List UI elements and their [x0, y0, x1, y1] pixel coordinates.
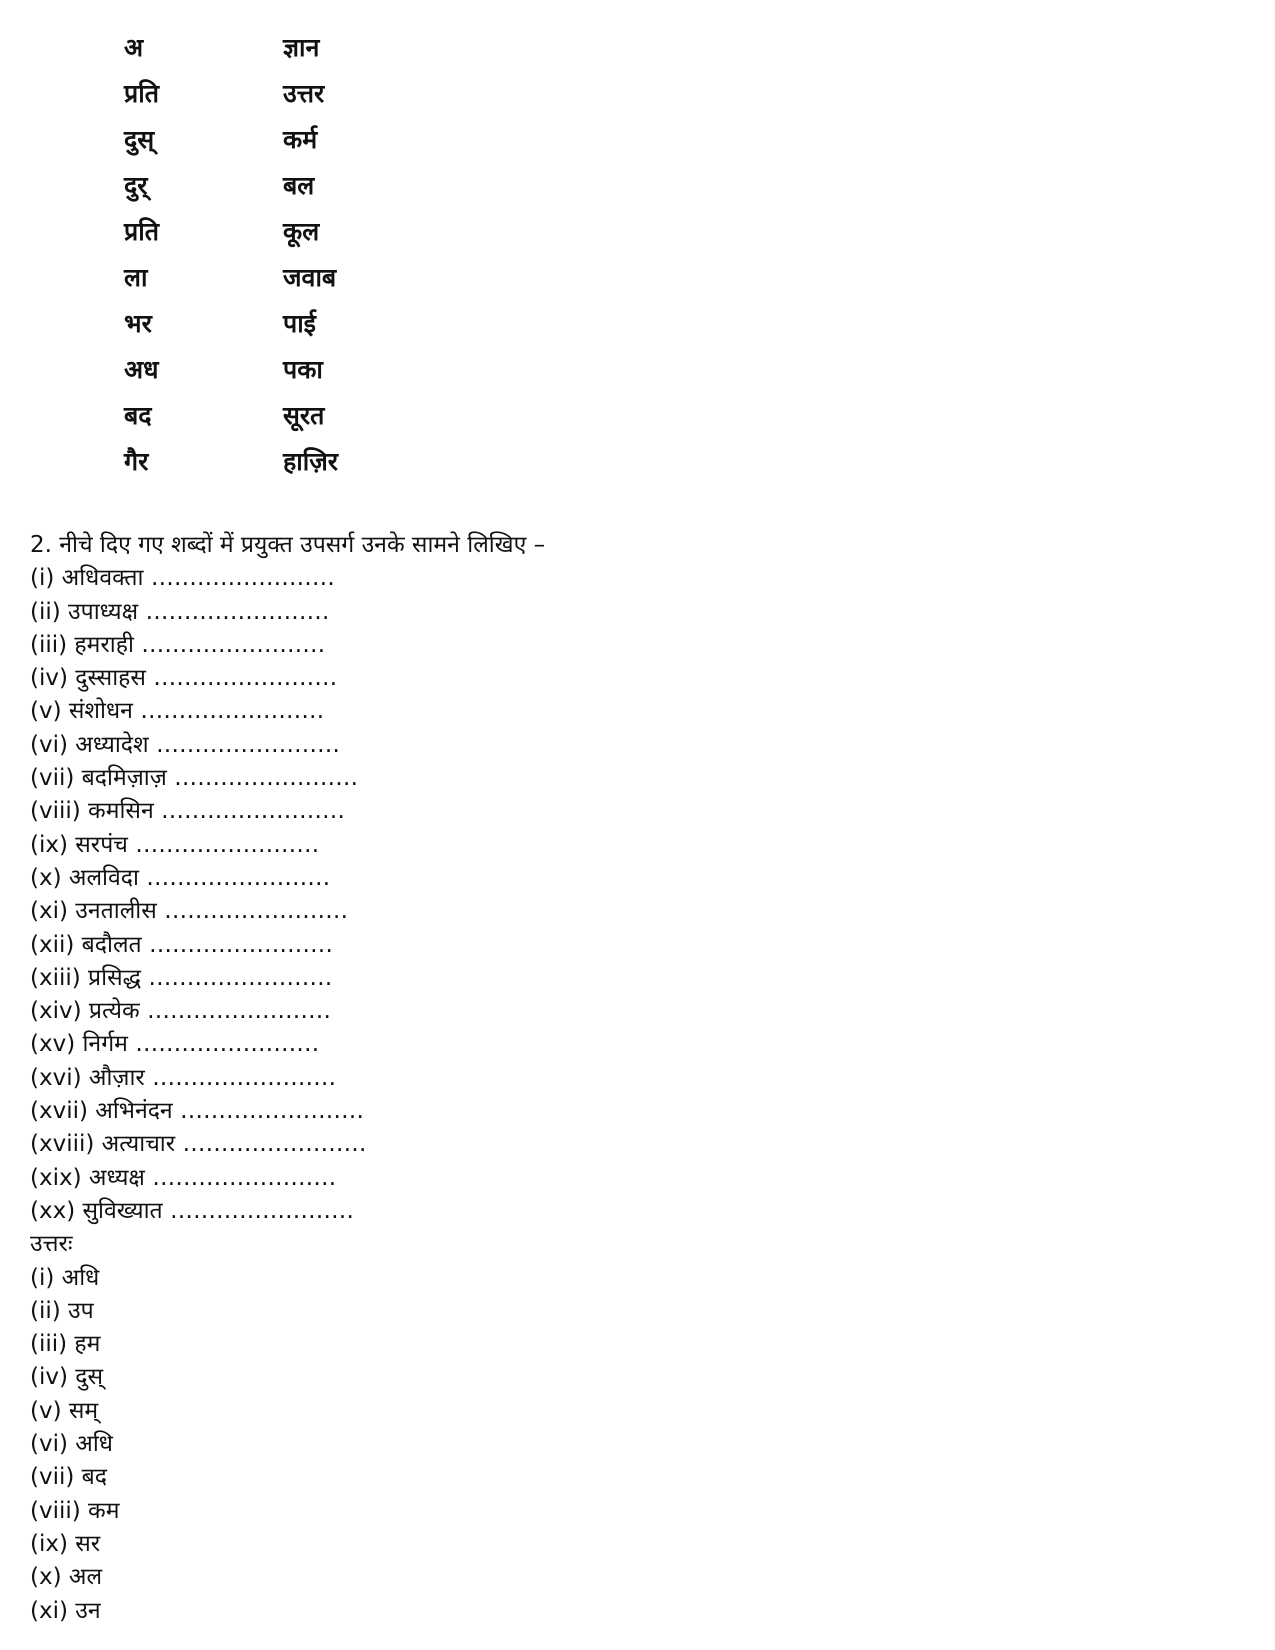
question-answer-section	[30, 529, 545, 1628]
question-item: (viii) कमसिन ……………………	[30, 798, 346, 825]
row-word: हाज़िर	[283, 447, 339, 476]
question-heading: 2. नीचे दिए गए शब्दों में प्रयुक्त उपसर्ग उनके सामने लिखिए –	[30, 532, 546, 558]
question-item: (xiv) प्रत्येक ……………………	[30, 998, 331, 1025]
question-item: (x) अलविदा ……………………	[30, 864, 331, 891]
question-item: (xii) बदौलत ……………………	[30, 931, 333, 958]
answer-item: (vii) बद	[30, 1464, 107, 1491]
row-word: सूरत	[283, 401, 325, 430]
answer-item: (ix) सर	[30, 1530, 101, 1557]
question-item: (v) संशोधन ……………………	[30, 698, 325, 725]
question-item: (ii) उपाध्यक्ष ……………………	[30, 598, 330, 625]
question-item: (xvi) औज़ार ……………………	[30, 1064, 337, 1091]
question-item: (xix) अध्यक्ष ……………………	[30, 1164, 337, 1191]
question-item: (i) अधिवक्ता ……………………	[30, 565, 335, 592]
row-word: पका	[283, 355, 323, 384]
answer-item: (iv) दुस्	[30, 1364, 104, 1391]
row-prefix: दुर्	[124, 171, 148, 200]
answer-item: (v) सम्	[30, 1397, 99, 1424]
row-word: ज्ञान	[283, 33, 320, 62]
question-item: (xvii) अभिनंदन ……………………	[30, 1098, 365, 1125]
answer-item: (iii) हम	[30, 1331, 101, 1358]
row-word: पाई	[283, 309, 316, 338]
question-item: (vii) बदमिज़ाज़ ……………………	[30, 765, 359, 792]
row-prefix: अ	[124, 33, 144, 62]
answer-item: (ii) उप	[30, 1297, 94, 1324]
answer-item: (xi) उन	[30, 1597, 101, 1624]
question-item: (iii) हमराही ……………………	[30, 631, 326, 658]
question-item: (xi) उनतालीस ……………………	[30, 898, 349, 925]
question-item: (xiii) प्रसिद्ध ……………………	[30, 964, 333, 991]
row-word: कूल	[283, 217, 320, 246]
answer-heading: उत्तरः	[30, 1231, 73, 1258]
question-item: (vi) अध्यादेश ……………………	[30, 731, 340, 758]
answer-item: (i) अधि	[30, 1264, 100, 1291]
row-word: बल	[283, 171, 315, 200]
row-prefix: प्रति	[124, 79, 159, 108]
row-word: कर्म	[283, 125, 318, 154]
row-prefix: ला	[124, 263, 148, 292]
row-word: जवाब	[283, 263, 337, 292]
row-word: उत्तर	[283, 79, 325, 108]
row-prefix: बद	[124, 401, 152, 430]
row-prefix: भर	[124, 309, 152, 338]
answer-item: (x) अल	[30, 1564, 103, 1591]
question-item: (xv) निर्गम ……………………	[30, 1031, 320, 1058]
answer-item: (viii) कम	[30, 1497, 120, 1524]
question-item: (iv) दुस्साहस ……………………	[30, 665, 338, 692]
question-item: (ix) सरपंच ……………………	[30, 831, 320, 858]
question-item: (xviii) अत्याचार ……………………	[30, 1131, 367, 1158]
answer-item: (vi) अधि	[30, 1431, 113, 1458]
row-prefix: प्रति	[124, 217, 159, 246]
row-prefix: गैर	[124, 447, 149, 476]
row-prefix: दुस्	[124, 125, 155, 154]
question-item: (xx) सुविख्यात ……………………	[30, 1197, 354, 1224]
row-prefix: अध	[124, 355, 159, 384]
